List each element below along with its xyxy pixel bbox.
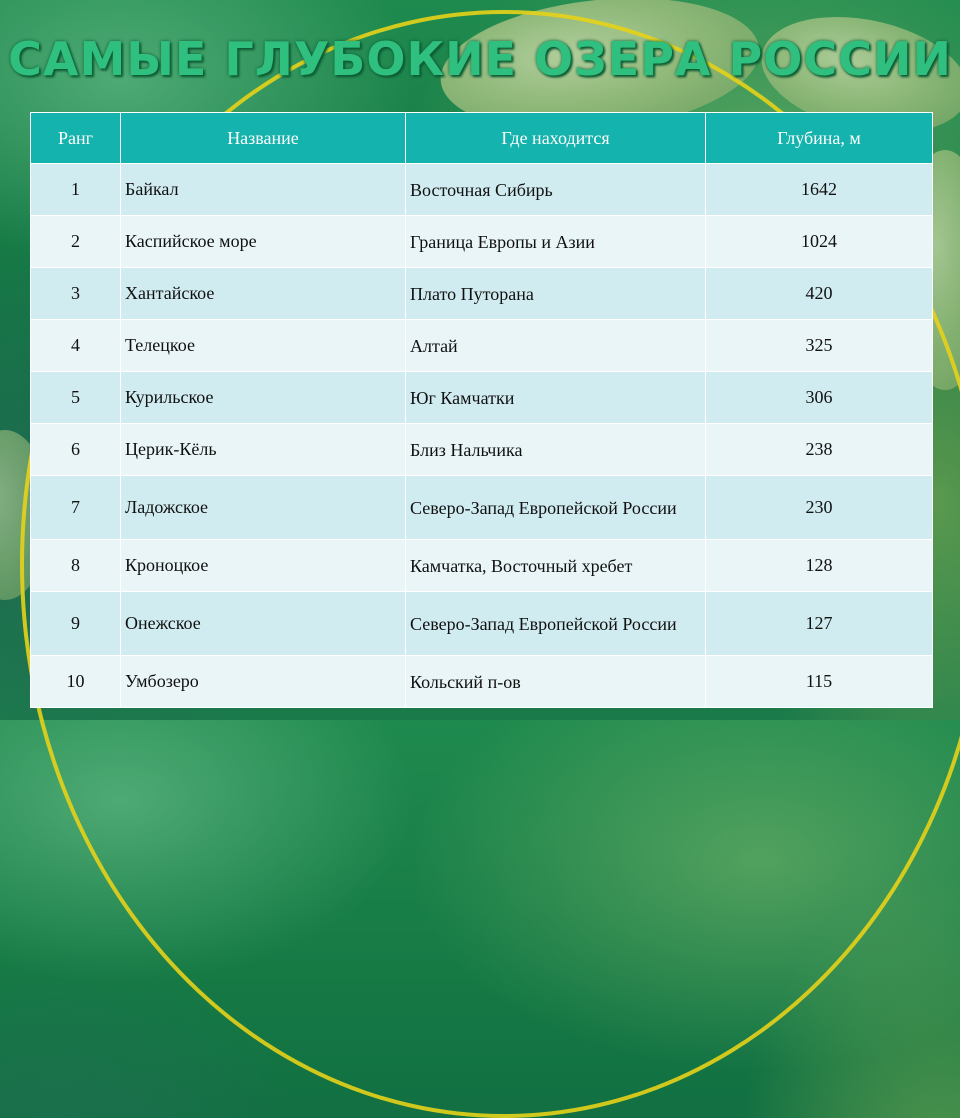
cell-location: Алтай	[406, 320, 706, 372]
header-rank: Ранг	[31, 113, 121, 164]
cell-location: Северо-Запад Европейской России	[406, 592, 706, 656]
cell-depth: 115	[706, 656, 933, 708]
cell-name: Телецкое	[121, 320, 406, 372]
cell-name: Каспийское море	[121, 216, 406, 268]
cell-depth: 230	[706, 476, 933, 540]
cell-location: Близ Нальчика	[406, 424, 706, 476]
cell-depth: 1642	[706, 164, 933, 216]
cell-name: Байкал	[121, 164, 406, 216]
header-location: Где находится	[406, 113, 706, 164]
cell-rank: 3	[31, 268, 121, 320]
cell-depth: 420	[706, 268, 933, 320]
lakes-table	[30, 112, 933, 708]
cell-location: Восточная Сибирь	[406, 164, 706, 216]
cell-depth: 306	[706, 372, 933, 424]
table-row	[31, 424, 933, 476]
cell-location: Юг Камчатки	[406, 372, 706, 424]
header-name: Название	[121, 113, 406, 164]
cell-depth: 238	[706, 424, 933, 476]
cell-rank: 6	[31, 424, 121, 476]
table-row	[31, 540, 933, 592]
cell-name: Кроноцкое	[121, 540, 406, 592]
cell-rank: 8	[31, 540, 121, 592]
table-row	[31, 216, 933, 268]
header-depth: Глубина, м	[706, 113, 933, 164]
table-row	[31, 320, 933, 372]
cell-location: Граница Европы и Азии	[406, 216, 706, 268]
cell-name: Онежское	[121, 592, 406, 656]
cell-location: Камчатка, Восточный хребет	[406, 540, 706, 592]
cell-name: Хантайское	[121, 268, 406, 320]
table-row	[31, 164, 933, 216]
table-row	[31, 268, 933, 320]
cell-rank: 7	[31, 476, 121, 540]
cell-depth: 128	[706, 540, 933, 592]
cell-rank: 9	[31, 592, 121, 656]
page-title: САМЫЕ ГЛУБОКИЕ ОЗЕРА РОССИИ	[8, 32, 952, 86]
cell-depth: 127	[706, 592, 933, 656]
cell-name: Умбозеро	[121, 656, 406, 708]
table-row	[31, 592, 933, 656]
cell-name: Церик-Кёль	[121, 424, 406, 476]
table-header-row	[31, 113, 933, 164]
cell-rank: 10	[31, 656, 121, 708]
table-row	[31, 476, 933, 540]
cell-location: Северо-Запад Европейской России	[406, 476, 706, 540]
table-row	[31, 372, 933, 424]
cell-rank: 5	[31, 372, 121, 424]
cell-depth: 1024	[706, 216, 933, 268]
cell-name: Ладожское	[121, 476, 406, 540]
cell-rank: 2	[31, 216, 121, 268]
cell-rank: 4	[31, 320, 121, 372]
cell-location: Плато Путорана	[406, 268, 706, 320]
table-row	[31, 656, 933, 708]
cell-depth: 325	[706, 320, 933, 372]
lakes-table-container	[30, 112, 932, 708]
cell-rank: 1	[31, 164, 121, 216]
cell-location: Кольский п-ов	[406, 656, 706, 708]
cell-name: Курильское	[121, 372, 406, 424]
